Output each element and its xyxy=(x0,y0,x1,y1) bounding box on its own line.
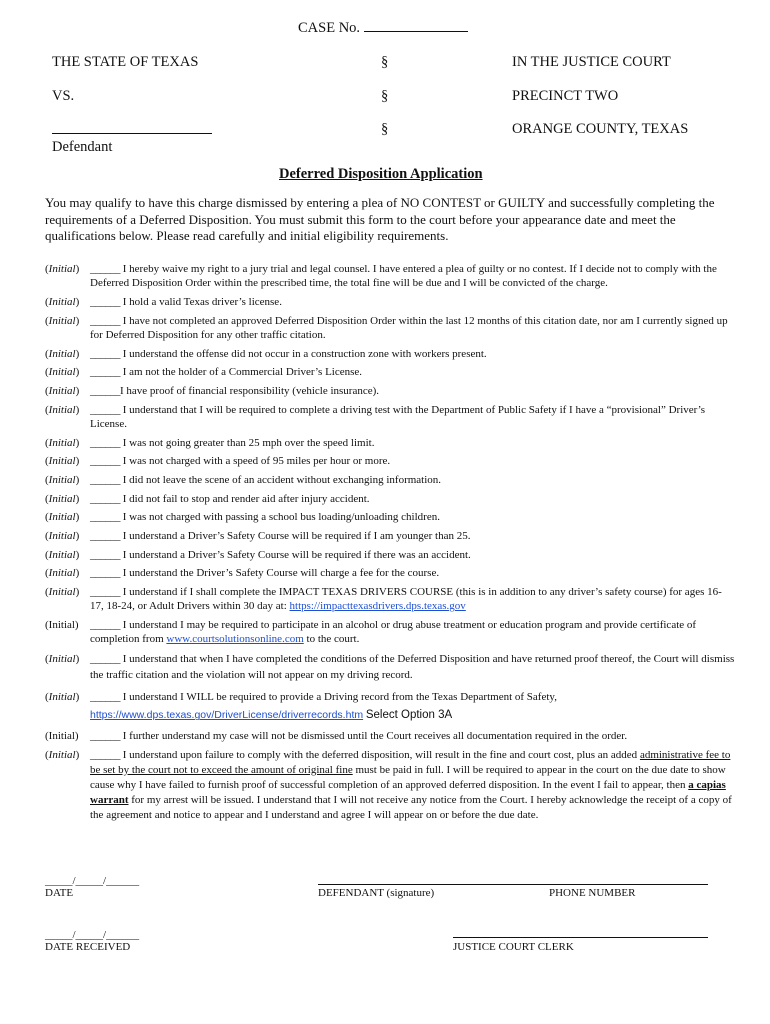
item-text: Select Option 3A xyxy=(365,709,453,722)
list-item xyxy=(45,262,735,290)
caption-vs: VS. xyxy=(52,88,75,104)
list-item xyxy=(45,585,735,613)
initial-blank[interactable]: ______ xyxy=(90,295,120,308)
initial-blank[interactable]: ______ xyxy=(90,586,120,599)
initial-label: (Initial) xyxy=(45,295,80,308)
caption-court: IN THE JUSTICE COURT xyxy=(512,54,671,70)
initial-blank[interactable]: ______ xyxy=(90,455,120,468)
list-item xyxy=(45,492,735,506)
initial-blank[interactable]: ______ xyxy=(90,691,120,704)
caption-state: THE STATE OF TEXAS xyxy=(52,54,199,70)
item-text: must be paid in full. I will be required to appear in the court on the due date to show cause why I have failed to furnish proof of successful completion of an approved deferred disposition. In the event I fail to appear, then xyxy=(90,763,726,791)
item-text: I am not the holder of a Commercial Driver’s License. xyxy=(122,366,363,379)
initial-blank[interactable]: ______ xyxy=(90,263,120,275)
initial-blank[interactable]: ______ xyxy=(90,548,120,561)
initial-blank[interactable]: ______ xyxy=(90,314,120,327)
form-title: Deferred Disposition Application xyxy=(279,166,483,182)
initial-label: (Initial) xyxy=(45,492,80,505)
initial-label: (Initial) xyxy=(45,347,80,360)
initial-blank[interactable]: ______ xyxy=(90,473,120,486)
item-text: I was not charged with passing a school bus loading/unloading children. xyxy=(122,511,440,524)
list-item xyxy=(45,729,735,743)
intro-paragraph: You may qualify to have this charge dismissed by entering a plea of NO CONTEST or GUILTY and successfully completing the requirements of a Deferred Disposition. You must submit this form to the court before your appearance date and meet the qualifications below. Please read carefully and initial eligibility requirements. xyxy=(45,195,715,243)
item-text: I understand that I will be required to complete a driving test with the Department of Public Safety if I have a “provisional” Driver’s License. xyxy=(90,403,706,430)
caption-defendant: Defendant xyxy=(52,139,113,155)
initial-blank[interactable]: ______ xyxy=(90,567,120,580)
list-item xyxy=(45,473,735,487)
item-text: I further understand my case will not be dismissed until the Court receives all documentation required in the order. xyxy=(122,729,628,742)
item-text: I understand that when I have completed the conditions of the Deferred Disposition and have returned proof thereof, the Court will dismiss the traffic citation and the violation will not appear on my driving record. xyxy=(90,652,735,682)
item-text: I understand I may be required to participate in an alcohol or drug abuse treatment or education program and provide certificate of completion from xyxy=(90,619,697,646)
list-item xyxy=(45,566,735,580)
list-item xyxy=(45,365,735,379)
initial-label: (Initial) xyxy=(45,729,79,742)
initial-label: (Initial) xyxy=(45,455,80,468)
initial-blank[interactable]: ______ xyxy=(90,729,120,742)
initial-label: (Initial) xyxy=(45,473,80,486)
section-mark: § xyxy=(381,54,389,70)
list-item xyxy=(45,314,735,342)
initial-blank[interactable]: ______ xyxy=(90,619,120,632)
case-number-field[interactable] xyxy=(364,18,468,32)
phone-number-label: PHONE NUMBER xyxy=(549,887,636,899)
initial-label: (Initial) xyxy=(45,548,80,561)
list-item xyxy=(45,295,735,309)
item-text: I hereby waive my right to a jury trial and legal counsel. I have entered a plea of guilty or no contest. If I decide not to comply with the Deferred Disposition Order within the prescribed time, the total fine will be due and I will be convicted of the charge. xyxy=(90,263,717,290)
initial-blank[interactable]: ______ xyxy=(90,492,120,505)
initial-blank[interactable]: ______ xyxy=(90,652,120,665)
list-item xyxy=(45,651,735,684)
date-received-label: DATE RECEIVED xyxy=(45,941,131,953)
initial-blank[interactable]: ______ xyxy=(90,384,120,397)
clerk-signature-line[interactable] xyxy=(453,937,708,938)
list-item xyxy=(45,454,735,468)
defendant-signature-label: DEFENDANT (signature) xyxy=(318,887,435,899)
initial-blank[interactable]: ______ xyxy=(90,530,120,543)
initial-blank[interactable]: ______ xyxy=(90,347,120,360)
list-item xyxy=(45,436,735,450)
clerk-label: JUSTICE COURT CLERK xyxy=(453,941,574,953)
item-text: I understand upon failure to comply with the deferred disposition, will result in the fine and court cost, plus an added xyxy=(122,748,638,761)
initial-label: (Initial) xyxy=(45,314,80,327)
list-item xyxy=(45,529,735,543)
section-mark: § xyxy=(381,88,389,104)
date-field[interactable]: _____/_____/______ xyxy=(45,875,140,887)
initial-label: (Initial) xyxy=(45,586,80,599)
item-text: I have proof of financial responsibility (vehicle insurance). xyxy=(120,384,380,397)
case-number-label: CASE No. xyxy=(298,18,468,37)
date-received-field[interactable]: _____/_____/______ xyxy=(45,929,140,941)
defendant-name-line[interactable] xyxy=(52,133,212,134)
item-text: I did not leave the scene of an accident without exchanging information. xyxy=(122,473,442,486)
eligibility-list xyxy=(45,262,735,827)
item-text: I have not completed an approved Deferred Disposition Order within the last 12 months of this citation date, nor am I currently signed up for Deferred Disposition for any other traffic citation. xyxy=(90,314,728,341)
initial-blank[interactable]: ______ xyxy=(90,403,120,416)
initial-label: (Initial) xyxy=(45,384,80,397)
initial-label: (Initial) xyxy=(45,652,80,665)
initial-blank[interactable]: ______ xyxy=(90,511,120,524)
initial-label: (Initial) xyxy=(45,530,80,543)
capias-warrant-text: a capias warrant xyxy=(90,778,726,806)
item-text: to the court. xyxy=(306,633,360,646)
impact-link[interactable]: https://impacttexasdrivers.dps.texas.gov xyxy=(289,600,466,613)
list-item xyxy=(45,347,735,361)
court-solutions-link[interactable]: www.courtsolutionsonline.com xyxy=(166,633,304,646)
item-text: I did not fail to stop and render aid after injury accident. xyxy=(122,492,370,505)
item-text: I understand I WILL be required to provide a Driving record from the Texas Department of Safety, xyxy=(122,691,557,704)
initial-blank[interactable]: ______ xyxy=(90,366,120,379)
date-label: DATE xyxy=(45,887,74,899)
initial-label: (Initial) xyxy=(45,436,80,449)
item-text: I was not charged with a speed of 95 miles per hour or more. xyxy=(122,455,391,468)
section-mark: § xyxy=(381,121,389,137)
caption-precinct: PRECINCT TWO xyxy=(512,88,619,104)
list-item xyxy=(45,510,735,524)
admin-fee-text: administrative fee to be set by the court not to exceed the amount of original fine xyxy=(90,748,731,776)
initial-label: (Initial) xyxy=(45,691,80,704)
initial-label: (Initial) xyxy=(45,403,80,416)
item-text: I understand a Driver’s Safety Course will be required if there was an accident. xyxy=(122,548,471,561)
list-item xyxy=(45,384,735,398)
list-item xyxy=(45,748,735,823)
defendant-signature-line[interactable] xyxy=(318,884,708,885)
item-text: I understand if I shall complete the IMPACT TEXAS DRIVERS COURSE (this is in addition to any driver’s safety course) for ages 16-17, 18-24, or Adult Drivers within 30 day at: xyxy=(90,586,722,613)
item-text: I understand the Driver’s Safety Course will charge a fee for the course. xyxy=(122,567,440,580)
initial-blank[interactable]: ______ xyxy=(90,748,120,761)
initial-label: (Initial) xyxy=(45,511,80,524)
item-text: I understand a Driver’s Safety Course will be required if I am younger than 25. xyxy=(122,530,471,543)
list-item xyxy=(45,403,735,431)
initial-label: (Initial) xyxy=(45,263,80,275)
caption-county: ORANGE COUNTY, TEXAS xyxy=(512,121,689,137)
initial-blank[interactable]: ______ xyxy=(90,436,120,449)
initial-label: (Initial) xyxy=(45,619,79,632)
item-text: for my arrest will be issued. I understand that I will not receive any notice from the Court. I hereby acknowledge the receipt of a copy of the agreement and notice to appear and I understand and agree I will appear on or before the due date. xyxy=(90,793,732,821)
list-item xyxy=(45,688,735,724)
list-item xyxy=(45,618,735,646)
initial-label: (Initial) xyxy=(45,748,80,761)
item-text: I understand the offense did not occur in a construction zone with workers present. xyxy=(122,347,487,360)
item-text: I was not going greater than 25 mph over the speed limit. xyxy=(122,436,375,449)
initial-label: (Initial) xyxy=(45,366,80,379)
driver-records-link[interactable]: https://www.dps.texas.gov/DriverLicense/driverrecords.htm xyxy=(90,709,364,722)
initial-label: (Initial) xyxy=(45,567,80,580)
list-item xyxy=(45,548,735,562)
item-text: I hold a valid Texas driver’s license. xyxy=(122,295,282,308)
